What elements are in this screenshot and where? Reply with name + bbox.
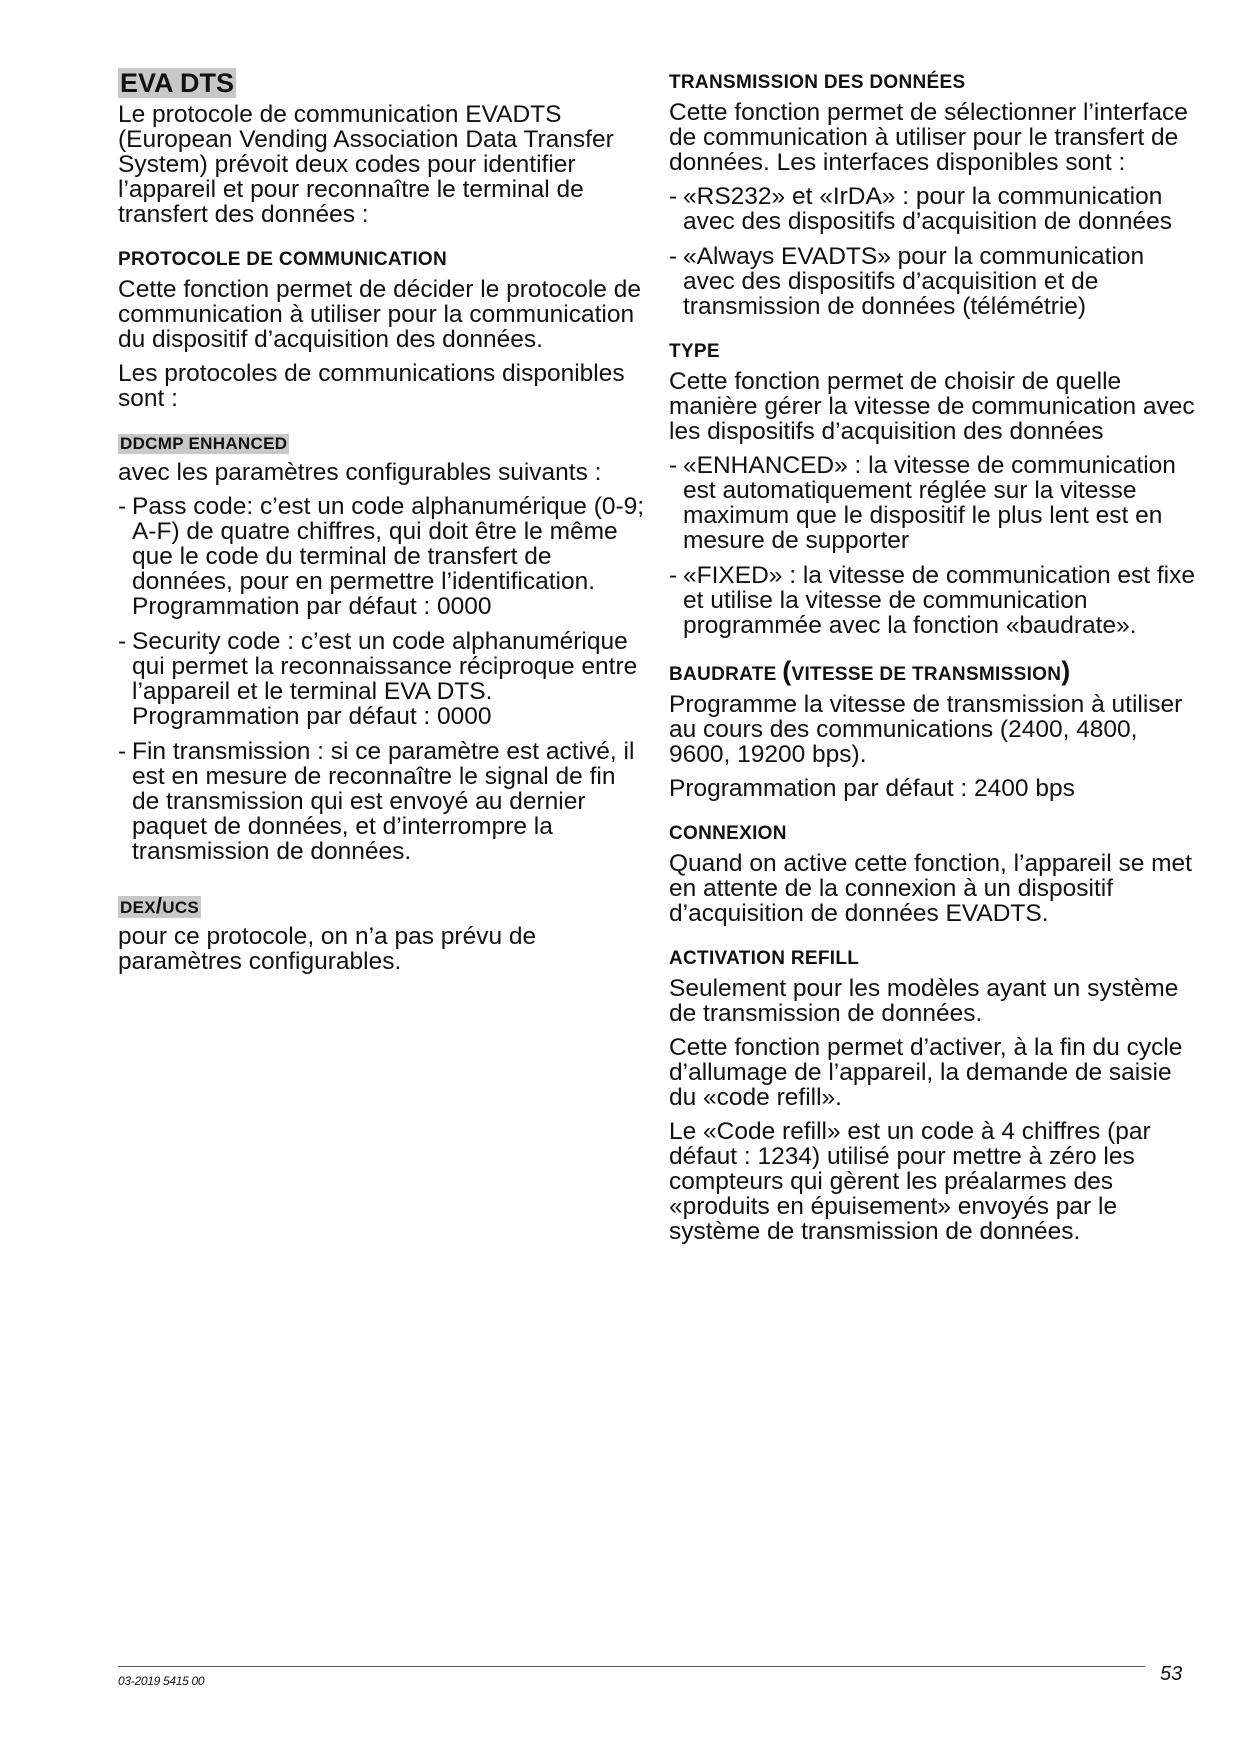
type-paragraph: Cette fonction permet de choisir de quelle manière gérer la vitesse de communication avec les dispositifs d’acquisition des données xyxy=(669,368,1195,445)
intro-paragraph: Le protocole de communication EVADTS (European Vending Association Data Transfer System) prévoit deux codes pour identifier l’appareil et pour reconnaître le terminal de transfert des données : xyxy=(118,101,614,228)
always-evadts-item: «Always EVADTS» pour la communication avec des dispositifs d’acquisition et de transmission de données (télémétrie) xyxy=(683,243,1145,320)
refill-paragraph-1: Seulement pour les modèles ayant un système de transmission de données. xyxy=(669,975,1179,1027)
list-item xyxy=(669,184,1199,234)
list-item xyxy=(118,629,648,729)
connexion-heading: CONNEXION xyxy=(669,823,787,844)
baudrate-heading xyxy=(669,656,1199,686)
paren-open: ( xyxy=(782,656,792,686)
footer-divider xyxy=(118,1666,1145,1667)
enhanced-item: «ENHANCED» : la vitesse de communication est automatiquement réglée sur la vitesse maximum que le dispositif le plus lent est en mesure de supporter xyxy=(683,452,1176,554)
list-item xyxy=(118,739,648,864)
dex-ucs-heading xyxy=(118,893,201,918)
page-number: 53 xyxy=(1160,1663,1183,1685)
paren-close: ) xyxy=(1061,656,1071,686)
connexion-paragraph: Quand on active cette fonction, l’appareil se met en attente de la connexion à un dispositif d’acquisition de données EVADTS. xyxy=(669,850,1192,927)
type-list xyxy=(669,453,1199,638)
ddcmp-intro: avec les paramètres configurables suivants : xyxy=(118,459,602,486)
refill-paragraph-2: Cette fonction permet d’activer, à la fin du cycle d’allumage de l’appareil, la demande de saisie du «code refill». xyxy=(669,1034,1183,1111)
baudrate-label: BAUDRATE xyxy=(669,664,783,685)
protocole-paragraph-1: Cette fonction permet de décider le protocole de communication à utiliser pour la communication du dispositif d’acquisition des données. xyxy=(118,276,641,353)
security-code-text: Security code : c’est un code alphanumérique qui permet la reconnaissance réciproque entre l’appareil et le terminal EVA DTS. Programmation par défaut : 0000 xyxy=(132,628,638,730)
document-code: 03-2019 5415 00 xyxy=(118,1674,205,1688)
dex-ucs-paragraph: pour ce protocole, on n’a pas prévu de paramètres configurables. xyxy=(118,923,537,975)
list-item xyxy=(669,244,1199,319)
protocole-paragraph-2: Les protocoles de communications disponibles sont : xyxy=(118,360,625,412)
refill-paragraph-3: Le «Code refill» est un code à 4 chiffres (par défaut : 1234) utilisé pour mettre à zéro les compteurs qui gèrent les préalarmes des «produits en épuisement» envoyés par le système de transmission de données. xyxy=(669,1118,1151,1245)
section-title: EVA DTS xyxy=(120,68,235,98)
transmission-paragraph: Cette fonction permet de sélectionner l’interface de communication à utiliser pour le transfert de données. Les interfaces disponibles sont : xyxy=(669,99,1188,176)
left-column xyxy=(118,68,648,983)
fixed-item: «FIXED» : la vitesse de communication est fixe et utilise la vitesse de communication programmée avec la fonction «baudrate». xyxy=(683,562,1195,639)
type-heading: TYPE xyxy=(669,341,720,362)
dex-separator: / xyxy=(155,893,163,918)
baudrate-sublabel: VITESSE DE TRANSMISSION xyxy=(791,664,1062,685)
pass-code-default: Programmation par défaut : 0000 xyxy=(132,593,492,620)
list-item xyxy=(669,563,1199,638)
baudrate-paragraph-2: Programmation par défaut : 2400 bps xyxy=(669,775,1075,802)
baudrate-paragraph-1: Programme la vitesse de transmission à utiliser au cours des communications (2400, 4800, 9600, 19200 bps). xyxy=(669,691,1183,768)
pass-code-text: Pass code: c’est un code alphanumérique (0-9; A-F) de quatre chiffres, qui doit être le même que le code du terminal de transfert de données, pour en permettre l’identification. xyxy=(132,493,645,595)
protocole-heading: PROTOCOLE DE COMMUNICATION xyxy=(118,249,448,270)
ddcmp-heading: DDCMP ENHANCED xyxy=(120,434,288,453)
list-item xyxy=(669,453,1199,553)
transmission-heading: TRANSMISSION DES DONNÉES xyxy=(669,72,966,93)
ddcmp-parameter-list xyxy=(118,494,648,864)
dex-label: DEX xyxy=(120,898,156,917)
fin-transmission-text: Fin transmission : si ce paramètre est activé, il est en mesure de reconnaître le signal de fin de transmission qui est envoyé au dernier paquet de données, et d’interrompre la transmission de données. xyxy=(132,738,635,865)
right-column xyxy=(669,68,1199,1253)
transmission-list xyxy=(669,184,1199,319)
ucs-label: UCS xyxy=(162,898,200,917)
list-item xyxy=(118,494,648,619)
rs232-item: «RS232» et «IrDA» : pour la communication avec des dispositifs d’acquisition de données xyxy=(683,183,1172,235)
refill-heading: ACTIVATION REFILL xyxy=(669,948,860,969)
